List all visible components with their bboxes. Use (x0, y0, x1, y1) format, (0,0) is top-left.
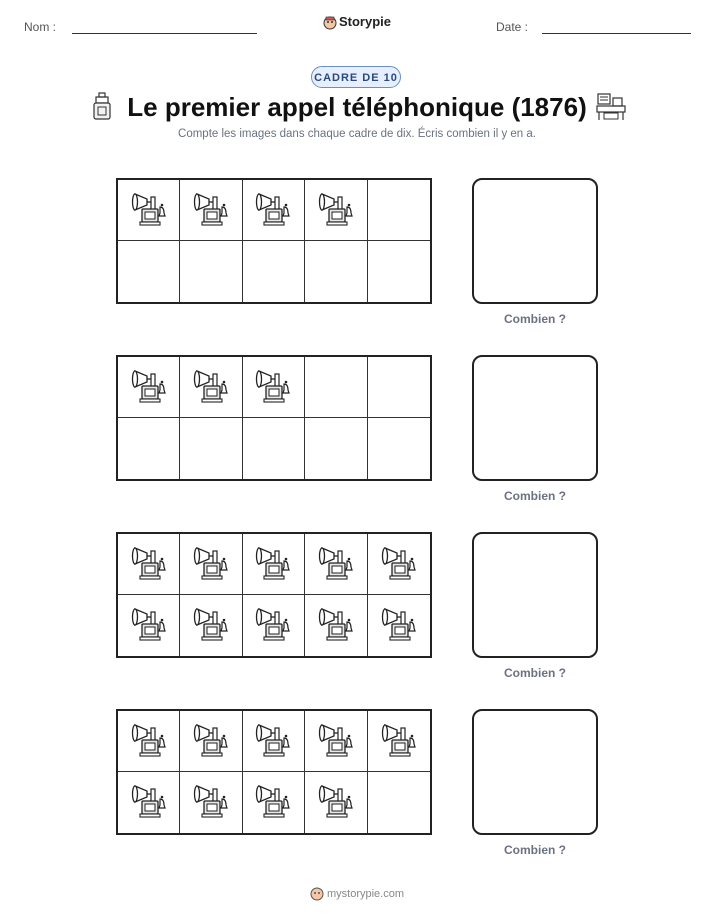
gramophone-telephone-icon (129, 366, 169, 409)
footer (0, 887, 714, 901)
ten-frame-cell (180, 595, 242, 656)
ten-frame-cell (305, 772, 367, 833)
ten-frame-cell (118, 711, 180, 772)
gramophone-telephone-icon (316, 720, 356, 763)
ten-frame-cell (368, 180, 430, 241)
ten-frame-cell (368, 772, 430, 833)
answer-label: Combien ? (504, 843, 566, 857)
gramophone-telephone-icon (379, 543, 419, 586)
gramophone-telephone-icon (253, 189, 293, 232)
answer-box[interactable] (472, 532, 598, 658)
gramophone-telephone-icon (316, 543, 356, 586)
answer-box[interactable] (472, 178, 598, 304)
page-title: Le premier appel téléphonique (1876) (127, 92, 587, 122)
ten-frame-cell (243, 241, 305, 302)
storypie-mascot-icon (310, 887, 324, 901)
ten-frame (116, 532, 432, 658)
ten-frame-cell (180, 180, 242, 241)
ten-frame-cell (118, 241, 180, 302)
ten-frame-cell (305, 241, 367, 302)
gramophone-telephone-icon (316, 781, 356, 824)
gramophone-telephone-icon (191, 366, 231, 409)
ten-frame-cell (243, 357, 305, 418)
ten-frame-cell (368, 595, 430, 656)
ten-frame-cell (180, 357, 242, 418)
gramophone-telephone-icon (191, 781, 231, 824)
ten-frame-cell (180, 534, 242, 595)
ten-frame-cell (180, 241, 242, 302)
gramophone-telephone-icon (253, 366, 293, 409)
gramophone-telephone-icon (129, 604, 169, 647)
ten-frame-cell (243, 772, 305, 833)
answer-box[interactable] (472, 355, 598, 481)
ten-frame-cell (368, 418, 430, 479)
worksheet-type-badge: CADRE DE 10 (311, 66, 401, 88)
gramophone-telephone-icon (191, 189, 231, 232)
gramophone-telephone-icon (253, 720, 293, 763)
gramophone-telephone-icon (191, 720, 231, 763)
answer-label: Combien ? (504, 666, 566, 680)
ten-frame-cell (305, 711, 367, 772)
gramophone-telephone-icon (379, 604, 419, 647)
ten-frame (116, 178, 432, 304)
name-line[interactable] (72, 33, 257, 34)
ten-frame-cell (305, 595, 367, 656)
ten-frame-cell (368, 711, 430, 772)
ten-frame-cell (305, 418, 367, 479)
gramophone-telephone-icon (316, 604, 356, 647)
instructions: Compte les images dans chaque cadre de dix. Écris combien il y en a. (178, 128, 536, 140)
answer-box[interactable] (472, 709, 598, 835)
ten-frame-cell (118, 357, 180, 418)
brand-name: Storypie (338, 14, 391, 29)
gramophone-telephone-icon (129, 781, 169, 824)
date-label: Date : (496, 20, 529, 34)
ten-frame-cell (118, 595, 180, 656)
gramophone-telephone-icon (253, 543, 293, 586)
gramophone-telephone-icon (129, 189, 169, 232)
ten-frame (116, 355, 432, 481)
ten-frame-cell (243, 595, 305, 656)
gramophone-telephone-icon (379, 720, 419, 763)
gramophone-telephone-icon (253, 604, 293, 647)
gramophone-telephone-icon (129, 720, 169, 763)
gramophone-telephone-icon (253, 781, 293, 824)
ten-frame-cell (118, 534, 180, 595)
name-label: Nom : (24, 20, 57, 34)
ten-frame-cell (180, 772, 242, 833)
ten-frame-cell (118, 180, 180, 241)
ten-frame-cell (243, 180, 305, 241)
ten-frame-cell (243, 711, 305, 772)
ten-frame-cell (305, 180, 367, 241)
gramophone-telephone-icon (129, 543, 169, 586)
gramophone-telephone-icon (316, 189, 356, 232)
date-line[interactable] (542, 33, 691, 34)
ten-frame-cell (180, 711, 242, 772)
gramophone-telephone-icon (191, 604, 231, 647)
ten-frame-cell (243, 418, 305, 479)
ten-frame-cell (368, 357, 430, 418)
ten-frame-cell (305, 357, 367, 418)
answer-label: Combien ? (504, 489, 566, 503)
answer-label: Combien ? (504, 312, 566, 326)
ten-frame-cell (180, 418, 242, 479)
ten-frame-cell (118, 772, 180, 833)
storypie-mascot-icon (323, 16, 337, 30)
ten-frame-cell (368, 534, 430, 595)
footer-url[interactable]: mystorypie.com (326, 887, 405, 900)
telegraph-desk-icon (596, 92, 626, 122)
gramophone-telephone-icon (191, 543, 231, 586)
ten-frame-cell (118, 418, 180, 479)
ten-frame-cell (243, 534, 305, 595)
ten-frame-cell (305, 534, 367, 595)
brand-logo (0, 14, 714, 30)
ten-frame (116, 709, 432, 835)
ten-frame-cell (368, 241, 430, 302)
